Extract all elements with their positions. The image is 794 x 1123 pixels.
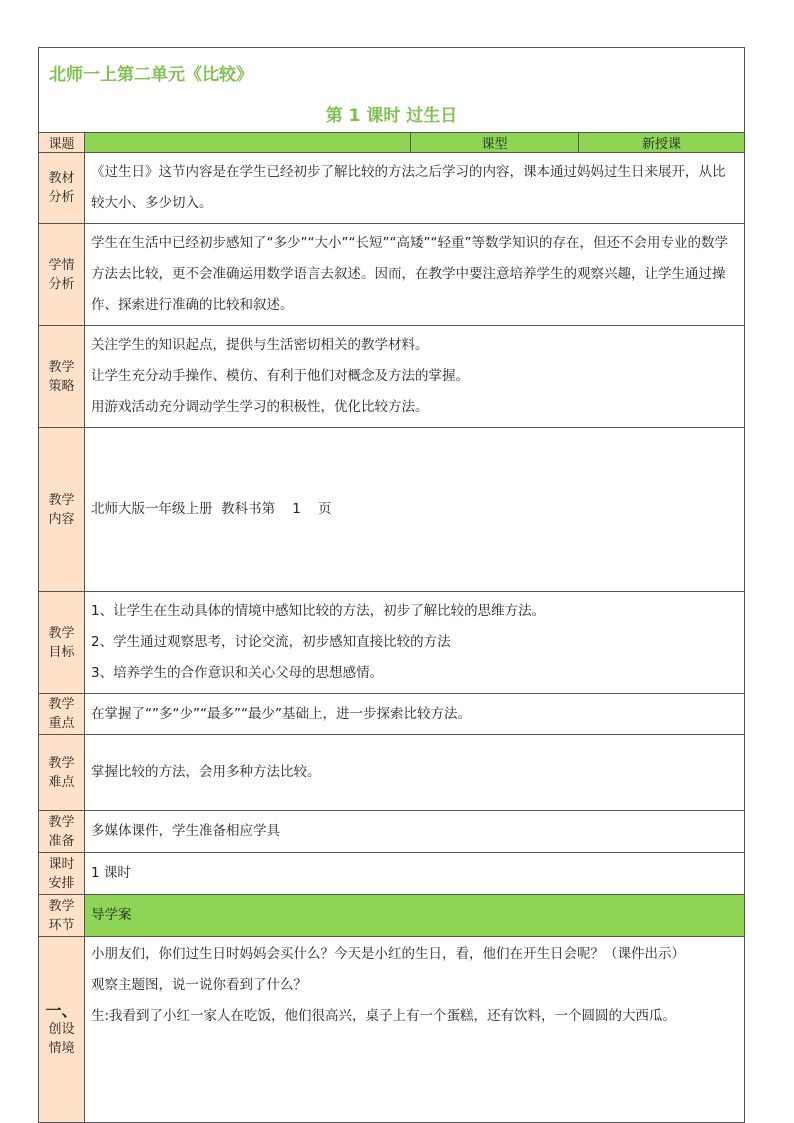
row-content [85,153,745,224]
row-section-one [39,937,745,1123]
row-schedule [39,853,745,895]
content-line: 1、让学生在生动具体的情境中感知比较的方法，初步了解比较的思维方法。 [91,603,546,619]
row-content [85,735,745,811]
row-label-top: 课时 [48,856,75,872]
content-line: 用游戏活动充分调动学生学习的积极性，优化比较方法。 [91,399,429,415]
row-label-bottom: 环节 [48,917,75,933]
subject-row [39,133,745,153]
row-label [39,428,85,592]
content-line: 观察主题图，说一说你看到了什么？ [91,977,307,993]
lesson-plan-table [38,47,745,1123]
content-line: 小朋友们，你们过生日时妈妈会买什么？今天是小红的生日，看，他们在开生日会呢？（课件出示） [91,946,685,962]
row-label-bottom: 目标 [48,644,75,660]
content-line: 在掌握了“”多“少”“最多”“最少”基础上，进一步探索比较方法。 [91,705,471,722]
subject-label: 课题 [39,133,85,153]
row-teaching-strategy [39,326,745,428]
row-content [85,694,745,735]
lesson-type-label: 课型 [411,133,579,153]
row-label-top: 创设 [48,1021,75,1037]
row-label [39,694,85,735]
row-label [39,895,85,937]
content-line: 3、培养学生的合作意识和关心父母的思想感情。 [91,665,384,681]
row-label-bottom: 难点 [48,774,75,790]
row-content [85,428,745,592]
row-label [39,153,85,224]
row-label-top: 教学 [48,898,75,914]
row-difficult-points [39,735,745,811]
row-label-bottom: 安排 [48,875,75,891]
row-textbook-analysis [39,153,745,224]
row-content [85,811,745,853]
content-line: 关注学生的知识起点，提供与生活密切相关的教学材料。 [91,337,429,353]
row-label [39,811,85,853]
content-line: 北师大版一年级上册 教科书第 1 页 [91,501,332,517]
row-content [85,853,745,895]
row-label-bottom: 分析 [48,276,75,292]
content-line: 学生在生活中已经初步感知了“多少”“大小”“长短”“高矮”“轻重”等数学知识的存在，但还不会用专业的数学方法去比较，更不会准确运用数学语言去叙述。因而，在教学中要注意培养学生的观察兴趣，让学生通过操作、探索进行准确的比较和叙述。 [91,235,728,313]
row-label-bottom: 策略 [48,378,75,394]
lesson-title: 第 1 课时 过生日 [325,106,458,126]
segment-value: 导学案 [85,895,745,937]
content-line: 《过生日》这节内容是在学生已经初步了解比较的方法之后学习的内容，课本通过妈妈过生日来展开，从比较大小、多少切入。 [91,164,726,211]
content-line: 让学生充分动手操作、模仿、有利于他们对概念及方法的掌握。 [91,368,469,384]
row-teaching-goals [39,592,745,694]
row-teaching-segment [39,895,745,937]
row-label [39,326,85,428]
row-content [85,326,745,428]
row-label-bottom: 内容 [48,511,75,527]
row-label-top: 教学 [48,625,75,641]
row-label [39,735,85,811]
row-key-points [39,694,745,735]
row-label-bottom: 情境 [48,1040,75,1056]
row-content [85,592,745,694]
row-label [39,224,85,326]
section-number: 一、 [45,1000,78,1020]
row-label-top: 教学 [48,359,75,375]
content-line: 1 课时 [91,865,131,881]
row-preparation [39,811,745,853]
row-label-top: 学情 [48,257,75,273]
content-line: 掌握比较的方法，会用多种方法比较。 [91,764,321,780]
subject-value [85,133,411,153]
document-title: 北师一上第二单元《比较》 [49,65,253,85]
section-content [85,937,745,1123]
lesson-plan-document [38,47,744,1123]
row-label-top: 教学 [48,697,75,712]
row-label [39,592,85,694]
row-label-bottom: 分析 [48,190,75,205]
content-line: 2、学生通过观察思考，讨论交流，初步感知直接比较的方法 [91,634,451,650]
row-label-top: 教材 [48,171,75,186]
row-content [85,224,745,326]
content-line: 生:我看到了小红一家人在吃饭，他们很高兴，桌子上有一个蛋糕，还有饮料，一个圆圆的大西瓜。 [91,1008,677,1024]
row-label-top: 教学 [48,755,75,771]
lesson-type-value: 新授课 [579,133,745,153]
section-label [39,937,85,1123]
row-student-analysis [39,224,745,326]
row-teaching-content [39,428,745,592]
header-row [39,48,745,133]
header-cell [39,48,745,133]
row-label-top: 教学 [48,814,75,830]
row-label [39,853,85,895]
row-label-bottom: 准备 [48,833,75,849]
content-line: 多媒体课件，学生准备相应学具 [91,823,280,839]
row-label-bottom: 重点 [48,716,75,731]
row-label-top: 教学 [48,492,75,508]
